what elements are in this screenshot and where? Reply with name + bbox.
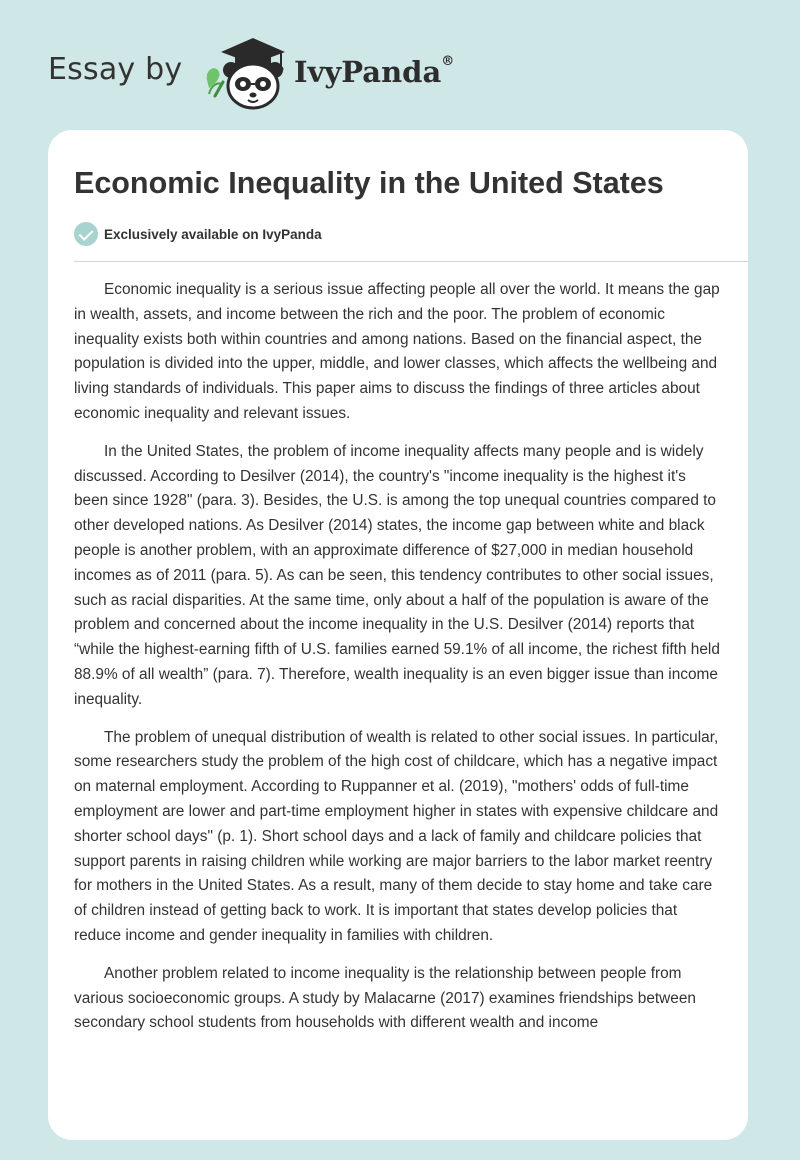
essay-by-label: Essay by <box>48 52 183 87</box>
brand-name[interactable] <box>294 55 454 89</box>
exclusive-badge-label: Exclusively available on IvyPanda <box>104 226 322 242</box>
article-title: Economic Inequality in the United States <box>74 166 664 200</box>
exclusive-badge <box>74 222 322 246</box>
paragraph: In the United States, the problem of income inequality affects many people and is widely discussed. According to Desilver (2014), the country's "income inequality is the highest it's been since 1928" (para. 3). Besides, the U.S. is among the top unequal countries compared to other developed nations. As Desilver (2014) states, the income gap between white and black people is another problem, with an approximate difference of $27,000 in median household incomes as of 2011 (para. 5). As can be seen, this tendency contributes to other social issues, such as racial disparities. At the same time, only about a half of the population is aware of the problem and concerned about the income inequality in the U.S. Desilver (2014) reports that “while the highest-earning fifth of U.S. families earned 59.1% of all income, the richest fifth held 88.9% of all wealth” (para. 7). Therefore, wealth inequality is an even bigger issue than income inequality. <box>74 442 720 708</box>
article-body <box>74 278 724 1049</box>
check-icon <box>74 222 98 246</box>
paragraph: The problem of unequal distribution of wealth is related to other social issues. In particular, some researchers study the problem of the high cost of childcare, which has a negative impact on maternal employment. According to Ruppanner et al. (2019), "mothers' odds of full-time employment are lower and part-time employment higher in states with expensive childcare and shorter school days" (p. 1). Short school days and a lack of family and childcare policies that support parents in raising children while working are major barriers to the labor market reentry for mothers in the United States. As a result, many of them decide to stay home and take care of children instead of getting back to work. It is important that states develop policies that reduce income and gender inequality in families with children. <box>74 728 719 944</box>
panda-logo-icon[interactable] <box>201 34 293 110</box>
brand-label: IvyPanda <box>294 55 442 89</box>
paragraph: Another problem related to income inequality is the relationship between people from various socioeconomic groups. A study by Malacarne (2017) examines friendships between secondary school students from households with different wealth and income <box>74 964 696 1032</box>
divider <box>74 261 748 262</box>
registered-mark: ® <box>441 54 455 70</box>
article-card <box>48 130 748 1140</box>
site-header <box>48 34 752 110</box>
paragraph: Economic inequality is a serious issue affecting people all over the world. It means the gap in wealth, assets, and income between the rich and the poor. The problem of economic inequality exists both within countries and among nations. Based on the financial aspect, the population is divided into the upper, middle, and lower classes, which affects the wellbeing and living standards of individuals. This paper aims to discuss the findings of three articles about economic inequality and relevant issues. <box>74 281 720 422</box>
